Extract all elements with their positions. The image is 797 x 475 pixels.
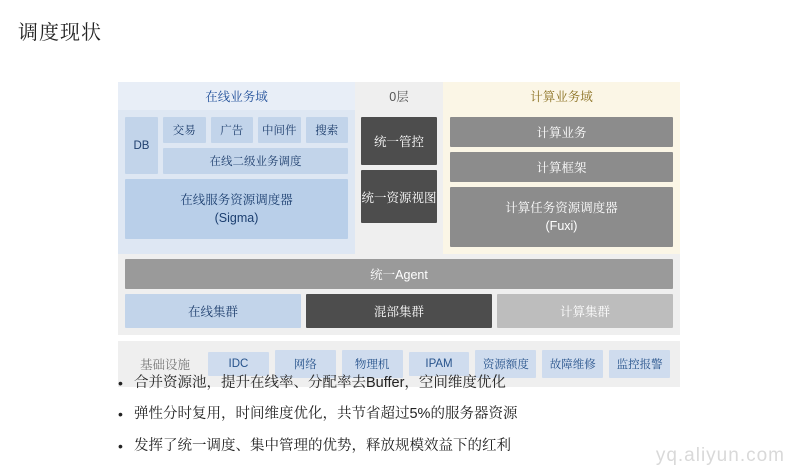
online-top-row	[125, 117, 348, 174]
page-title: 调度现状	[18, 22, 102, 44]
service-chip-middleware: 中间件	[258, 117, 301, 143]
zero-layer-column	[355, 110, 443, 254]
bullet-text: 弹性分时复用，时间维度优化，共节省超过5%的服务器资源	[134, 406, 518, 423]
bullet-text: 发挥了统一调度、集中管理的优势，释放规模效益下的红利	[134, 437, 511, 454]
fuxi-scheduler-box	[450, 187, 673, 247]
fuxi-subtitle: (Fuxi)	[545, 219, 578, 234]
header-compute-domain: 计算业务域	[443, 82, 680, 110]
architecture-diagram	[118, 82, 680, 387]
online-services-group	[163, 117, 348, 174]
list-item	[118, 375, 718, 392]
fuxi-title: 计算任务资源调度器	[505, 201, 618, 215]
unified-control-box: 统一管控	[361, 117, 437, 165]
infra-chip-idc: IDC	[208, 352, 269, 376]
bullet-marker-icon: •	[118, 406, 123, 423]
infrastructure-label: 基础设施	[139, 358, 190, 373]
infra-chip-fault-repair: 故障维修	[542, 350, 603, 378]
cluster-band	[118, 294, 680, 335]
infra-chip-network: 网络	[275, 350, 336, 378]
list-item	[118, 406, 718, 423]
bullet-marker-icon: •	[118, 375, 123, 391]
cluster-compute: 计算集群	[497, 294, 673, 328]
compute-domain-column	[443, 110, 680, 254]
service-chip-ads: 广告	[211, 117, 254, 143]
header-zero-layer: 0层	[355, 82, 443, 110]
infra-chip-physical-machine: 物理机	[342, 350, 403, 378]
unified-agent-bar: 统一Agent	[125, 259, 673, 289]
sigma-scheduler-box	[125, 179, 348, 239]
bullet-marker-icon: •	[118, 437, 123, 454]
header-online-domain: 在线业务域	[118, 82, 355, 110]
cluster-online: 在线集群	[125, 294, 301, 328]
online-secondary-scheduler: 在线二级业务调度	[163, 148, 348, 174]
db-box: DB	[125, 117, 158, 174]
sigma-title: 在线服务资源调度器	[180, 193, 293, 207]
bullet-text: 合并资源池，提升在线率、分配率去Buffer，空间维度优化	[134, 375, 506, 391]
watermark: yq.aliyun.com	[655, 445, 785, 466]
service-chip-search: 搜索	[306, 117, 349, 143]
compute-framework-box: 计算框架	[450, 152, 673, 182]
online-domain-column	[118, 110, 355, 254]
infra-chip-resource-quota: 资源额度	[475, 350, 536, 378]
list-item	[118, 438, 718, 455]
domain-header-band	[118, 82, 680, 110]
service-chip-trade: 交易	[163, 117, 206, 143]
bullet-list	[118, 375, 718, 469]
compute-business-box: 计算业务	[450, 117, 673, 147]
domain-columns	[118, 110, 680, 254]
cluster-mixed: 混部集群	[306, 294, 492, 328]
online-service-chip-row	[163, 117, 348, 143]
unified-resource-view-box: 统一资源视图	[361, 170, 437, 223]
agent-band	[118, 254, 680, 294]
infra-chip-monitoring-alert: 监控报警	[609, 350, 670, 378]
infra-chip-ipam: IPAM	[409, 352, 470, 376]
sigma-subtitle: (Sigma)	[214, 211, 259, 226]
